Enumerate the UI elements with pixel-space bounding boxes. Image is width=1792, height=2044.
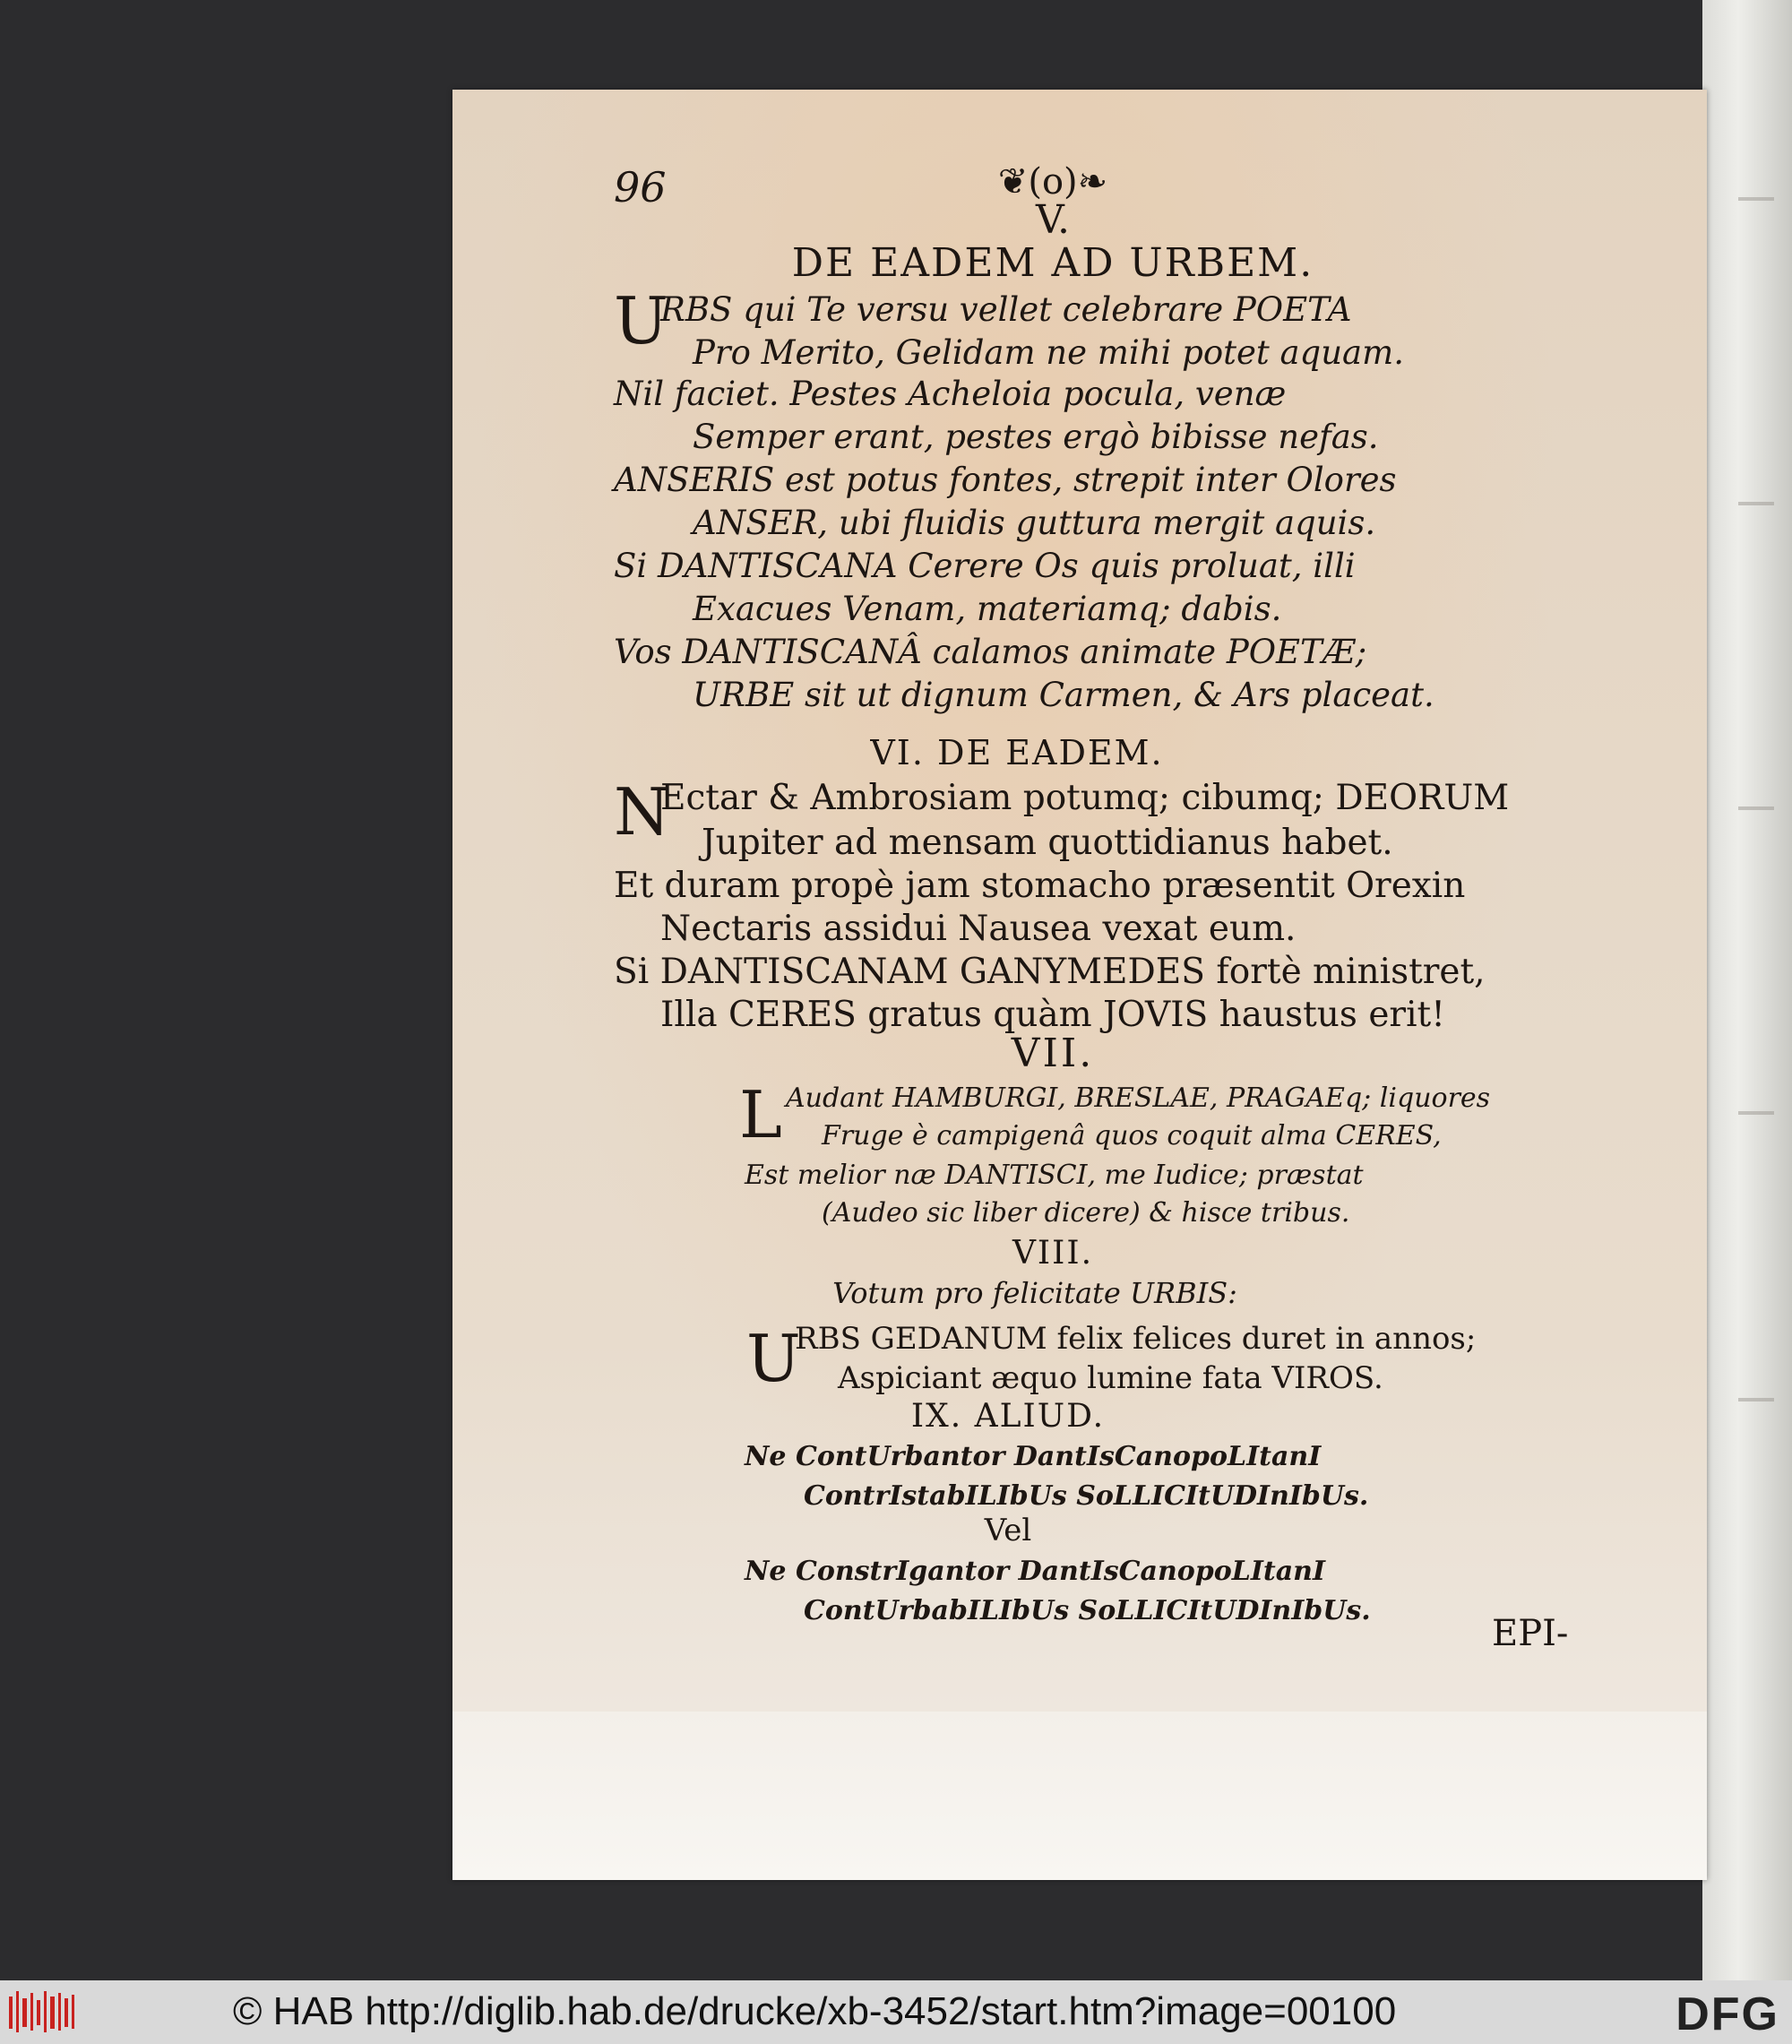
section-vi-heading: VI. DE EADEM. — [870, 733, 1164, 772]
dfg-logo: DFG — [1676, 1988, 1779, 2040]
section-vi-initial: N — [614, 774, 670, 850]
section-v-line: RBS qui Te versu vellet celebrare POETA — [660, 290, 1352, 329]
section-vii-line: Fruge è campigenâ quos coquit alma CERES, — [822, 1120, 1442, 1151]
section-v-line: ANSER, ubi fluidis guttura mergit aquis. — [693, 504, 1376, 542]
section-v-heading: DE EADEM AD URBEM. — [791, 240, 1314, 286]
catchword: EPI- — [1492, 1613, 1569, 1654]
page-number: 96 — [614, 163, 667, 211]
section-v-line: Semper erant, pestes ergò bibisse nefas. — [693, 418, 1379, 456]
section-vi-line: Et duram propè jam stomacho præsentit Orexin — [614, 866, 1466, 906]
section-vii-heading: VII. — [1011, 1031, 1095, 1076]
page-bottom-margin — [452, 1712, 1707, 1880]
section-v-line: Vos DANTISCANÂ calamos animate POETÆ; — [614, 633, 1367, 671]
section-v-line: URBE sit ut dignum Carmen, & Ars placeat. — [693, 676, 1434, 714]
section-v-line: Nil faciet. Pestes Acheloia pocula, venæ — [614, 375, 1287, 413]
section-vi-line: Illa CERES gratus quàm JOVIS haustus erit! — [660, 995, 1445, 1035]
section-vi-line: Nectaris assidui Nausea vexat eum. — [660, 909, 1297, 949]
section-v-line: Pro Merito, Gelidam ne mihi potet aquam. — [693, 333, 1404, 372]
section-vii-line: (Audeo sic liber dicere) & hisce tribus. — [822, 1197, 1350, 1229]
section-viii-subheading: Votum pro felicitate URBIS: — [832, 1276, 1237, 1310]
section-v-initial: U — [614, 283, 668, 358]
section-viii-initial: U — [746, 1321, 801, 1396]
footer-bar — [0, 1980, 1792, 2044]
section-v-line: Si DANTISCANA Cerere Os quis proluat, illi — [614, 547, 1356, 585]
section-vi-line: Ectar & Ambrosiam potumq; cibumq; DEORUM — [660, 778, 1510, 818]
section-v-numeral: V. — [1035, 197, 1071, 243]
section-ix-line: Ne ConstrIgantor DantIsCanopoLItanI — [745, 1556, 1326, 1587]
section-v-line: ANSERIS est potus fontes, strepit inter Olores — [614, 461, 1397, 499]
section-vii-initial: L — [739, 1077, 782, 1152]
section-ix-line: ContUrbabILIbUs SoLLICItUDInIbUs. — [804, 1595, 1371, 1626]
section-ix-heading: IX. ALIUD. — [910, 1398, 1106, 1435]
section-vii-line: Audant HAMBURGI, BRESLAE, PRAGAEq; liquores — [786, 1082, 1491, 1114]
section-viii-line: RBS GEDANUM felix felices duret in annos; — [795, 1321, 1477, 1357]
section-viii-heading: VIII. — [1012, 1235, 1094, 1272]
section-ix-line: Ne ContUrbantor DantIsCanopoLItanI — [745, 1441, 1322, 1472]
hab-barcode-icon — [7, 1991, 77, 2032]
next-page-edge — [1702, 0, 1792, 1980]
book-page — [452, 90, 1707, 1880]
section-vi-line: Jupiter ad mensam quottidianus habet. — [702, 823, 1393, 863]
section-viii-line: Aspiciant æquo lumine fata VIROS. — [838, 1360, 1383, 1396]
ornament: ❦(o)❧ — [997, 161, 1108, 203]
section-ix-line: Vel — [984, 1513, 1032, 1548]
section-ix-line: ContrIstabILIbUs SoLLICItUDInIbUs. — [804, 1480, 1369, 1512]
section-vii-line: Est melior næ DANTISCI, me Iudice; præstat — [745, 1160, 1364, 1191]
copyright-url: © HAB http://diglib.hab.de/drucke/xb-3452/start.htm?image=00100 — [233, 1989, 1397, 2033]
section-vi-line: Si DANTISCANAM GANYMEDES fortè ministret, — [614, 952, 1486, 992]
section-v-line: Exacues Venam, materiamq; dabis. — [693, 590, 1282, 628]
